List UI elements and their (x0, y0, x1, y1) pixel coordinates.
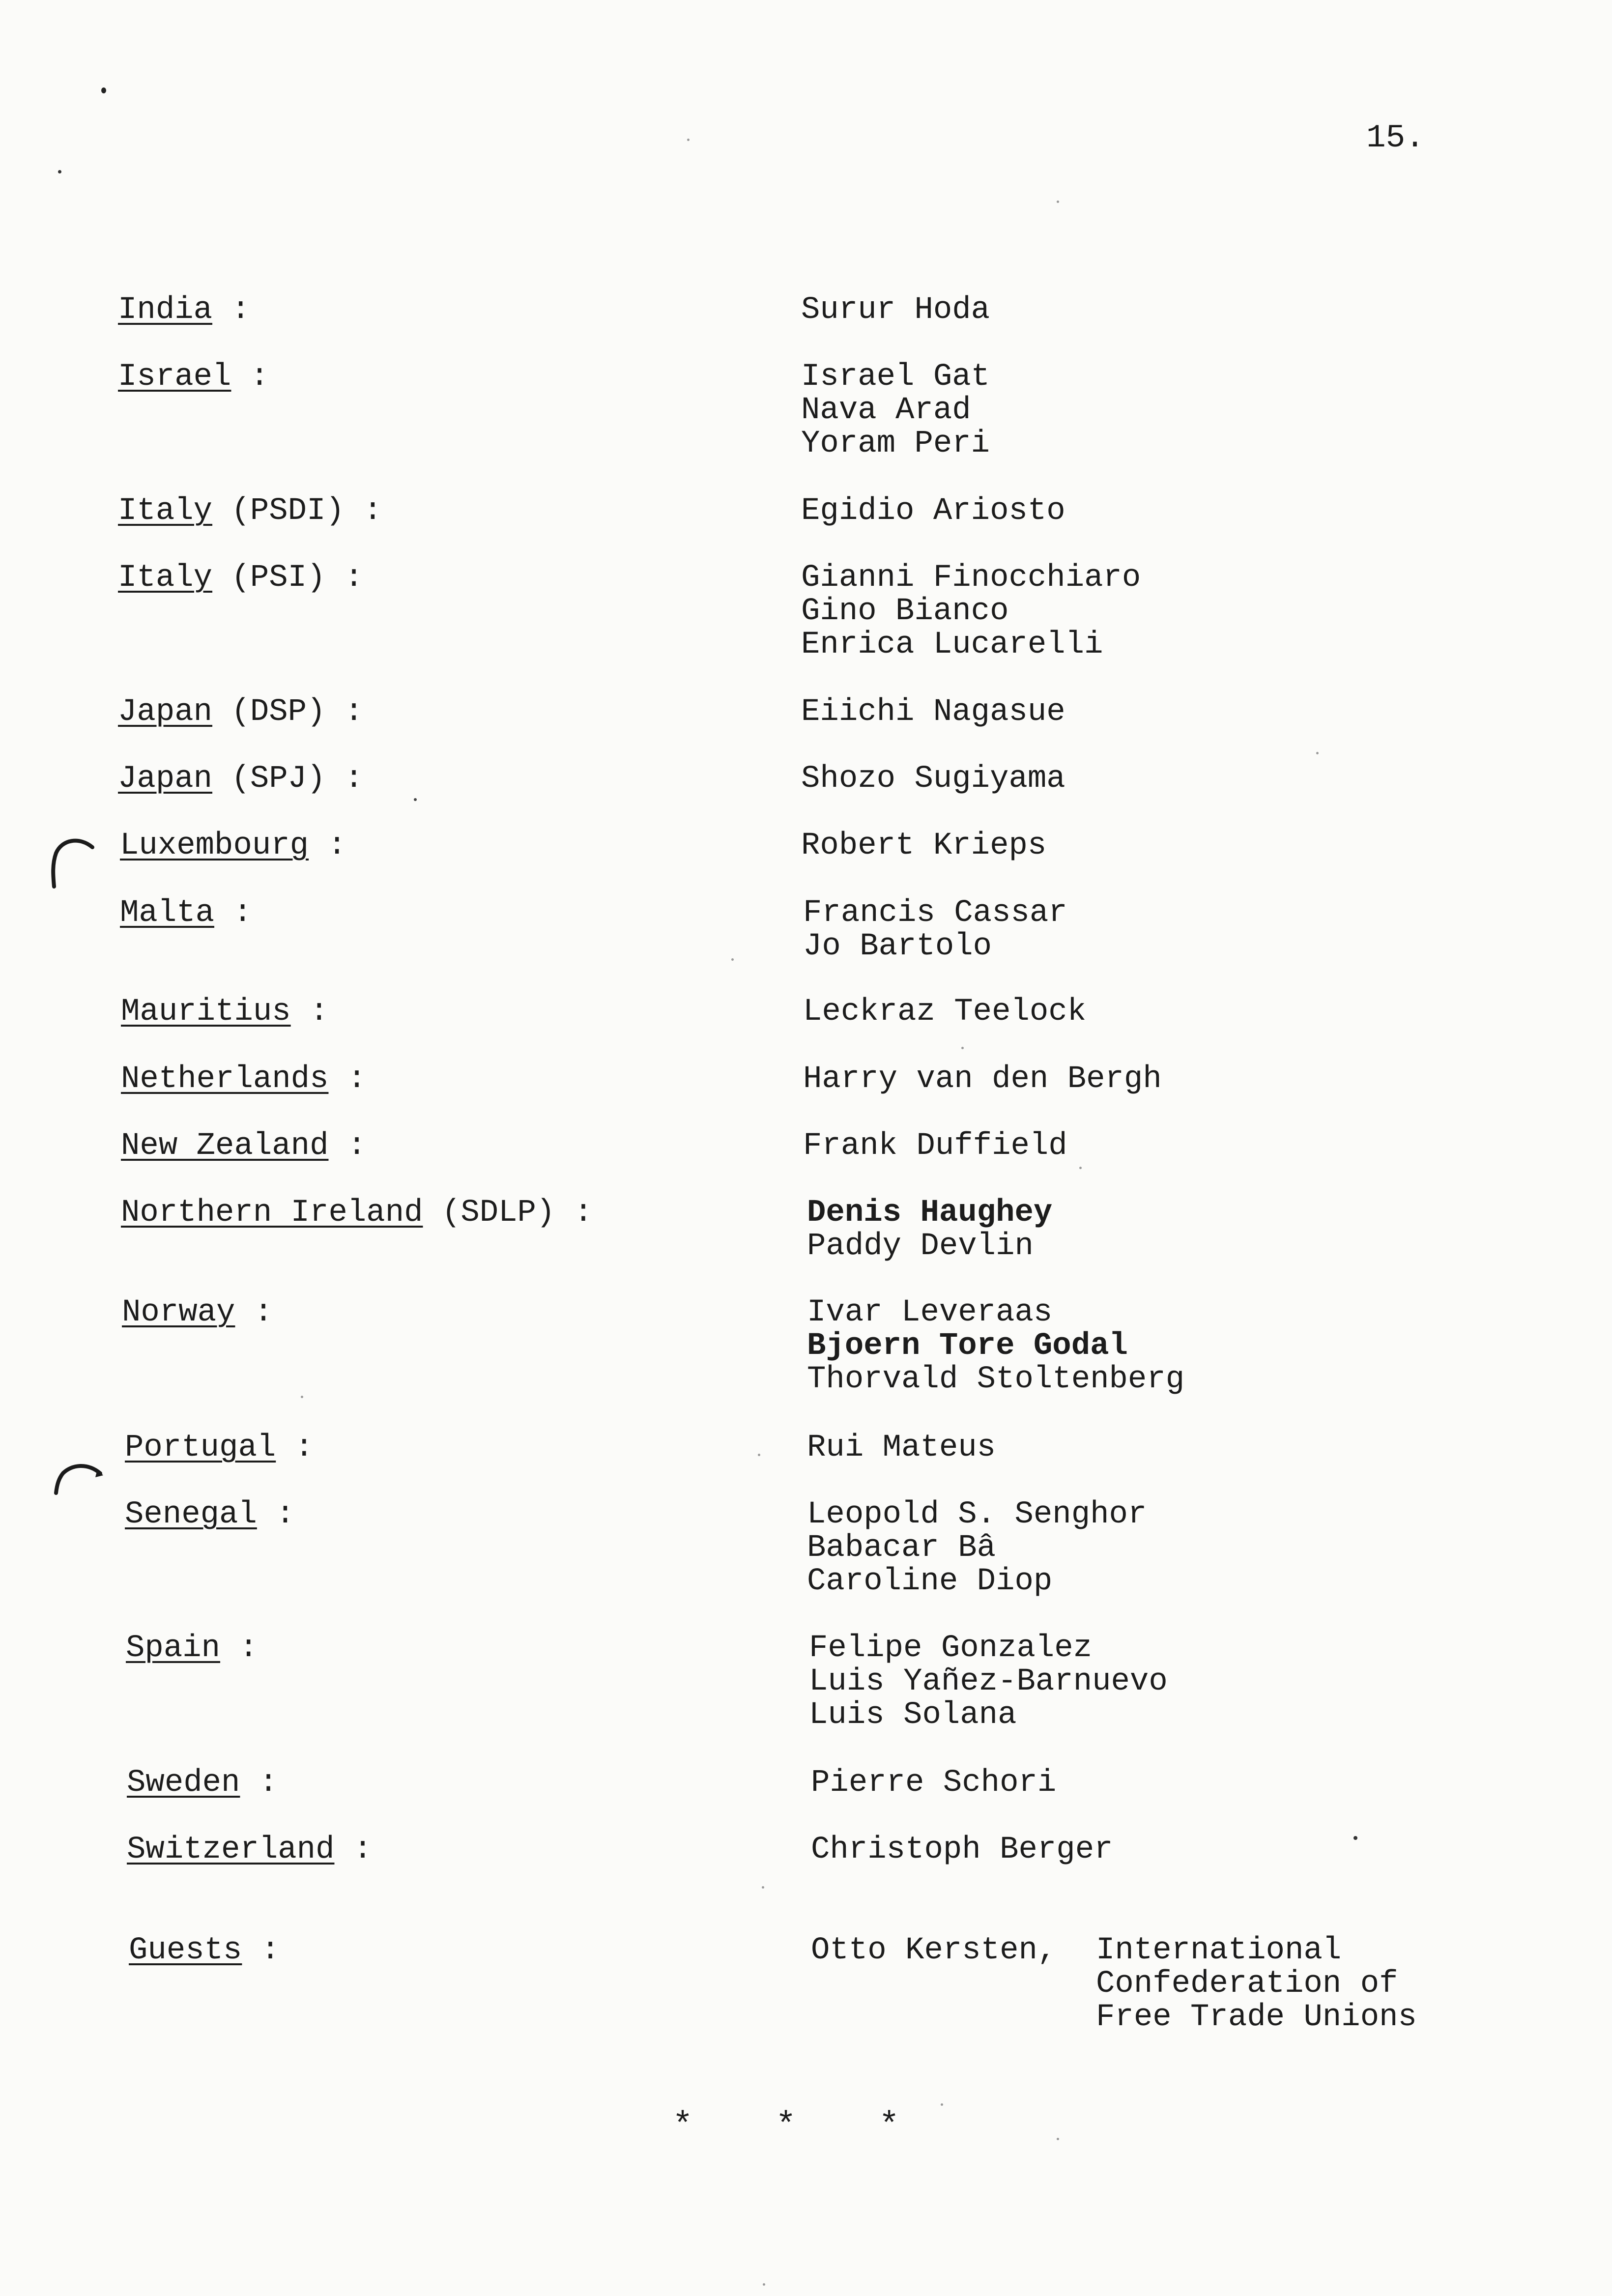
margin-bracket-mark (52, 1459, 106, 1498)
country-suffix: (PSDI) : (212, 493, 382, 529)
country-name: Senegal (125, 1497, 257, 1532)
country-name: Netherlands (121, 1062, 329, 1097)
country-name: Japan (118, 761, 213, 797)
delegate-name: Frank Duffield (803, 1128, 1067, 1164)
delegate-list (803, 1062, 1162, 1096)
country-label (121, 1129, 366, 1163)
country-name: Mauritius (121, 994, 291, 1030)
delegate-list (801, 561, 1141, 661)
ink-speck (1316, 752, 1319, 754)
delegate-name: Gianni Finocchiaro (801, 560, 1141, 596)
delegate-name: Felipe Gonzalez (809, 1631, 1093, 1666)
delegate-list (803, 896, 1067, 963)
country-label (121, 995, 328, 1029)
guest-person: Otto Kersten, (811, 1933, 1057, 1968)
ink-speck (941, 2103, 943, 2106)
country-label (120, 896, 252, 930)
ink-speck (763, 2283, 765, 2286)
country-name: Northern Ireland (121, 1195, 423, 1231)
ink-speck (762, 1886, 764, 1889)
country-name: Spain (126, 1631, 221, 1666)
delegate-name: Ivar Leveraas (807, 1295, 1053, 1330)
guest-organization (1096, 1934, 1417, 2034)
country-name: Luxembourg (120, 828, 309, 863)
guest-organization-line: Free Trade Unions (1096, 2000, 1417, 2035)
country-name: Japan (118, 694, 213, 730)
country-name: Switzerland (127, 1832, 335, 1867)
ink-speck (1057, 2138, 1059, 2140)
delegate-name: Caroline Diop (807, 1564, 1053, 1599)
country-name: Portugal (125, 1430, 276, 1465)
country-suffix: : (257, 1497, 295, 1532)
country-name: Malta (120, 895, 215, 931)
delegate-list (801, 829, 1046, 862)
guests-heading: Guests (129, 1933, 242, 1968)
delegate-name: Nava Arad (801, 393, 971, 428)
country-suffix: : (328, 1062, 367, 1097)
ink-speck (1057, 201, 1059, 203)
delegate-name: Eiichi Nagasue (801, 694, 1065, 730)
ink-speck (414, 798, 417, 801)
country-label (118, 561, 363, 595)
delegate-name: Denis Haughey (807, 1195, 1053, 1231)
country-suffix: (SDLP) : (423, 1195, 593, 1231)
country-label (121, 1196, 593, 1230)
ink-speck (1079, 1167, 1082, 1169)
delegate-list (807, 1296, 1184, 1396)
delegate-name: Babacar Bâ (807, 1530, 996, 1566)
delegate-name: Jo Bartolo (803, 929, 992, 964)
country-label (118, 762, 363, 796)
ink-speck (758, 1454, 760, 1456)
delegate-name: Luis Yañez-Barnuevo (809, 1664, 1168, 1699)
delegate-name: Bjoern Tore Godal (807, 1328, 1128, 1364)
delegate-name: Leckraz Teelock (803, 994, 1087, 1030)
guest-organization-line: International (1096, 1933, 1342, 1968)
delegate-name: Surur Hoda (801, 292, 990, 328)
delegate-list (801, 293, 990, 327)
country-suffix: (DSP) : (212, 694, 364, 730)
delegate-list (803, 1129, 1067, 1163)
country-label (118, 695, 363, 729)
delegate-list (801, 695, 1065, 729)
country-label (127, 1833, 372, 1866)
delegate-name: Egidio Ariosto (801, 493, 1065, 529)
country-name: Italy (118, 493, 213, 529)
delegate-name: Pierre Schori (811, 1765, 1057, 1801)
delegate-name: Israel Gat (801, 359, 990, 395)
country-label (125, 1498, 295, 1531)
delegate-list (811, 1766, 1056, 1800)
delegate-name: Shozo Sugiyama (801, 761, 1065, 797)
country-label (126, 1632, 258, 1665)
delegate-list (811, 1833, 1113, 1866)
guests-label (129, 1934, 280, 1967)
country-suffix: (PSI) : (212, 560, 364, 596)
delegate-list (809, 1632, 1168, 1732)
guests-suffix: : (242, 1933, 280, 1968)
delegate-name: Christoph Berger (811, 1832, 1113, 1867)
delegate-name: Thorvald Stoltenberg (807, 1362, 1185, 1397)
country-suffix: : (276, 1430, 314, 1465)
country-name: Norway (122, 1295, 235, 1330)
country-label (127, 1766, 278, 1800)
delegate-name: Leopold S. Senghor (807, 1497, 1147, 1532)
delegate-list (807, 1498, 1147, 1598)
ink-speck (301, 1396, 303, 1398)
guest-name (811, 1934, 1056, 1967)
country-label (122, 1296, 273, 1329)
country-suffix: : (235, 1295, 273, 1330)
country-suffix: : (334, 1832, 373, 1867)
country-label (121, 1062, 366, 1096)
country-label (125, 1431, 314, 1464)
delegate-name: Gino Bianco (801, 594, 1009, 629)
page-number: 15. (1366, 119, 1425, 156)
country-label (118, 293, 250, 327)
country-suffix: : (212, 292, 250, 328)
ink-speck (731, 958, 734, 961)
country-label (120, 829, 346, 862)
country-suffix: : (214, 895, 252, 931)
country-suffix: : (220, 1631, 258, 1666)
delegate-list (801, 762, 1065, 796)
delegate-list (807, 1196, 1052, 1263)
guest-organization-line: Confederation of (1096, 1966, 1398, 2002)
delegate-name: Enrica Lucarelli (801, 627, 1103, 662)
country-name: Italy (118, 560, 213, 596)
country-name: Israel (118, 359, 231, 395)
delegate-name: Rui Mateus (807, 1430, 996, 1465)
country-suffix: : (328, 1128, 367, 1164)
country-name: Sweden (127, 1765, 240, 1801)
delegate-list (803, 995, 1086, 1029)
country-name: India (118, 292, 213, 328)
ink-speck (961, 1047, 964, 1049)
country-label (118, 360, 269, 394)
country-suffix: (SPJ) : (212, 761, 364, 797)
country-suffix: : (240, 1765, 278, 1801)
delegate-name: Paddy Devlin (807, 1229, 1034, 1264)
ink-speck (1353, 1836, 1357, 1840)
delegate-name: Francis Cassar (803, 895, 1067, 931)
country-name: New Zealand (121, 1128, 329, 1164)
delegate-name: Robert Krieps (801, 828, 1047, 863)
delegate-list (807, 1431, 996, 1464)
country-label (118, 494, 382, 528)
delegate-name: Harry van den Bergh (803, 1062, 1162, 1097)
delegate-name: Yoram Peri (801, 426, 990, 461)
ink-speck (58, 170, 61, 173)
delegate-list (801, 360, 990, 460)
ink-speck (101, 87, 106, 93)
country-suffix: : (290, 994, 329, 1030)
ink-speck (687, 139, 690, 141)
delegate-name: Luis Solana (809, 1697, 1017, 1733)
delegate-list (801, 494, 1065, 528)
section-end-stars: * * * (672, 2107, 900, 2146)
country-suffix: : (309, 828, 346, 863)
country-suffix: : (231, 359, 269, 395)
margin-bracket-mark (45, 835, 99, 890)
